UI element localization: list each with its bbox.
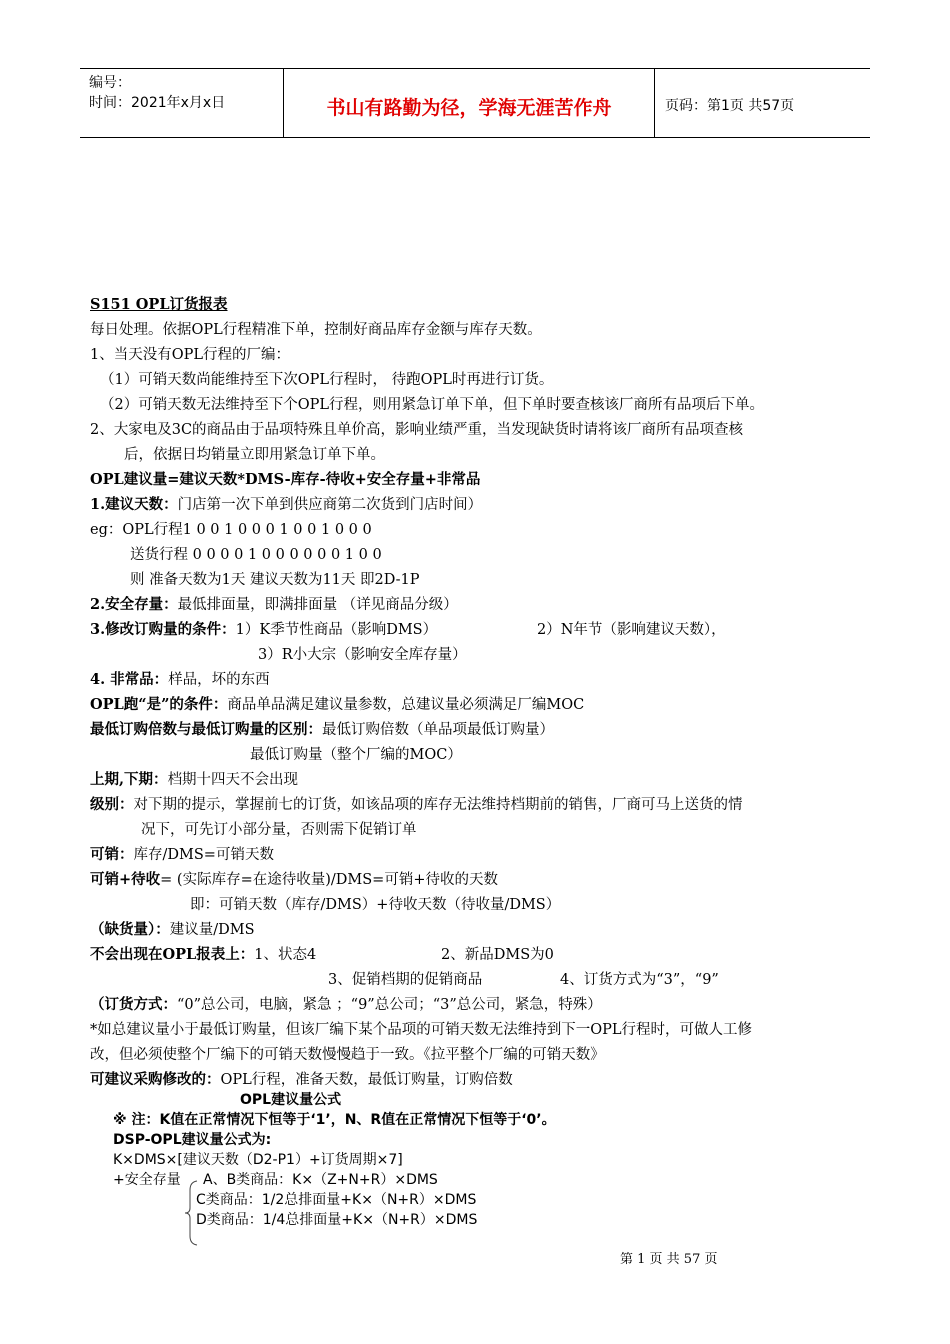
text-line: 2、大家电及3C的商品由于品项特殊且单价高，影响业绩严重，当发现缺货时请将该厂商所有品项查核 — [90, 422, 744, 438]
term-text: 1）K季节性商品（影响DMS） — [235, 622, 438, 638]
formula-note: ※ 注：K值在正常情况下恒等于‘1’，N、R值在正常情况下恒等于‘0’。 — [113, 1112, 556, 1128]
term-text: 档期十四天不会出现 — [167, 772, 299, 788]
formula-line: A、B类商品：K×（Z+N+R）×DMS — [203, 1172, 438, 1188]
term-label: 3.修改订购量的条件： — [90, 621, 236, 638]
text-line: 3）R小大宗（影响安全库存量） — [258, 647, 467, 663]
term-text: 库存/DMS=可销天数 — [133, 847, 274, 863]
header-motto: 书山有路勤为径，学海无涯苦作舟 — [326, 97, 612, 119]
term-label: 级别： — [90, 796, 134, 813]
doc-time-label: 时间：2021年x月x日 — [89, 95, 226, 111]
text-line — [90, 670, 270, 690]
term-label: （订货方式： — [90, 996, 177, 1013]
text-line: 每日处理。依据OPL行程精准下单，控制好商品库存金额与库存天数。 — [90, 322, 542, 338]
text-line: 3、促销档期的促销商品 — [328, 972, 483, 988]
text-line: 2、新品DMS为0 — [441, 947, 554, 963]
term-label: 可销+待收 — [90, 871, 161, 888]
term-label: 2.安全存量： — [90, 596, 178, 613]
text-line — [90, 870, 498, 890]
text-line: eg：OPL行程1 0 0 1 0 0 0 1 0 0 1 0 0 0 — [90, 522, 372, 538]
term-text: 建议量/DMS — [169, 922, 255, 938]
text-line — [90, 795, 743, 815]
term-text: 1、状态4 — [254, 947, 317, 963]
formula-heading: OPL建议量=建议天数*DMS-库存-待收+安全存量+非常品 — [90, 471, 481, 488]
term-label: 可销： — [90, 846, 134, 863]
text-line — [90, 720, 554, 740]
page-footer: 第 1 页 共 57 页 — [620, 1252, 718, 1267]
formula-line: +安全存量 — [113, 1172, 181, 1188]
text-line — [90, 845, 274, 865]
header-page-info: 页码：第1页 共57页 — [665, 98, 795, 114]
doc-code-label: 编号： — [89, 75, 131, 91]
text-line — [90, 620, 437, 640]
term-text: OPL行程，准备天数，最低订购量，订购倍数 — [220, 1072, 513, 1088]
term-label: 不会出现在OPL报表上： — [90, 946, 255, 963]
term-label: OPL跑“是”的条件： — [90, 696, 228, 713]
header-left-cell — [80, 69, 284, 137]
term-text: = (实际库存=在途待收量)/DMS=可销+待收的天数 — [160, 872, 498, 888]
term-label: 可建议采购修改的： — [90, 1071, 221, 1088]
formula-subtitle: DSP-OPL建议量公式为: — [113, 1132, 272, 1148]
term-text: 门店第一次下单到供应商第二次货到门店时间） — [177, 497, 483, 513]
text-line: 况下，可先订小部分量，否则需下促销订单 — [141, 822, 417, 838]
text-line: *如总建议量小于最低订购量，但该厂编下某个品项的可销天数无法维持到下一OPL行程时，可做人工修 — [90, 1022, 753, 1038]
text-line: 即：可销天数（库存/DMS）+待收天数（待收量/DMS） — [190, 897, 561, 913]
text-line: 1、当天没有OPL行程的厂编： — [90, 347, 290, 363]
text-line: 则 准备天数为1天 建议天数为11天 即2D-1P — [130, 572, 420, 588]
term-text: 对下期的提示，掌握前七的订货，如该品项的库存无法维持档期前的销售，厂商可马上送货的情 — [133, 797, 743, 813]
term-label: （缺货量）： — [90, 921, 170, 938]
text-line — [90, 995, 602, 1015]
term-label: 1.建议天数： — [90, 496, 178, 513]
text-line — [90, 770, 298, 790]
text-line — [90, 695, 584, 715]
text-line: 4、订货方式为“3”，“9” — [560, 972, 719, 988]
text-line: 后，依据日均销量立即用紧急订单下单。 — [124, 447, 385, 463]
header-right-cell — [655, 69, 870, 137]
text-line — [90, 595, 458, 615]
header-center-cell — [284, 69, 655, 137]
brace-icon — [184, 1180, 200, 1246]
formula-line: D类商品：1/4总排面量+K×（N+R）×DMS — [196, 1212, 478, 1228]
term-text: “0”总公司，电脑，紧急 ；“9”总公司；“3”总公司，紧急，特殊） — [177, 997, 602, 1013]
text-line: 改，但必须使整个厂编下的可销天数慢慢趋于一致。《拉平整个厂编的可销天数》 — [90, 1047, 605, 1063]
term-label: 最低订购倍数与最低订购量的区别： — [90, 721, 322, 738]
text-line — [90, 945, 316, 965]
term-text: 最低排面量，即满排面量 （详见商品分级） — [177, 597, 458, 613]
term-text: 样品，坏的东西 — [168, 672, 270, 688]
section-title: S151 OPL订货报表 — [90, 296, 228, 313]
text-line: （2）可销天数无法维持至下个OPL行程，则用紧急订单下单，但下单时要查核该厂商所有品项后下单。 — [100, 397, 764, 413]
header-table — [80, 68, 870, 138]
term-label: 4. 非常品： — [90, 671, 169, 688]
term-text: 最低订购倍数（单品项最低订购量） — [322, 722, 554, 738]
term-text: 商品单品满足建议量参数，总建议量必须满足厂编MOC — [227, 697, 585, 713]
formula-line: K×DMS×[建议天数（D2-P1）+订货周期×7] — [113, 1152, 403, 1168]
formula-block-title: OPL建议量公式 — [240, 1092, 342, 1108]
formula-line: C类商品：1/2总排面量+K×（N+R）×DMS — [196, 1192, 477, 1208]
text-line — [90, 1070, 513, 1090]
text-line: 2）N年节（影响建议天数）， — [537, 622, 726, 638]
text-line: 最低订购量（整个厂编的MOC） — [250, 747, 462, 763]
text-line: 送货行程 0 0 0 0 1 0 0 0 0 0 0 1 0 0 — [130, 547, 382, 563]
text-line — [90, 495, 482, 515]
text-line: （1）可销天数尚能维持至下次OPL行程时， 待跑OPL时再进行订货。 — [100, 372, 554, 388]
text-line — [90, 920, 255, 940]
term-label: 上期,下期： — [90, 771, 168, 788]
